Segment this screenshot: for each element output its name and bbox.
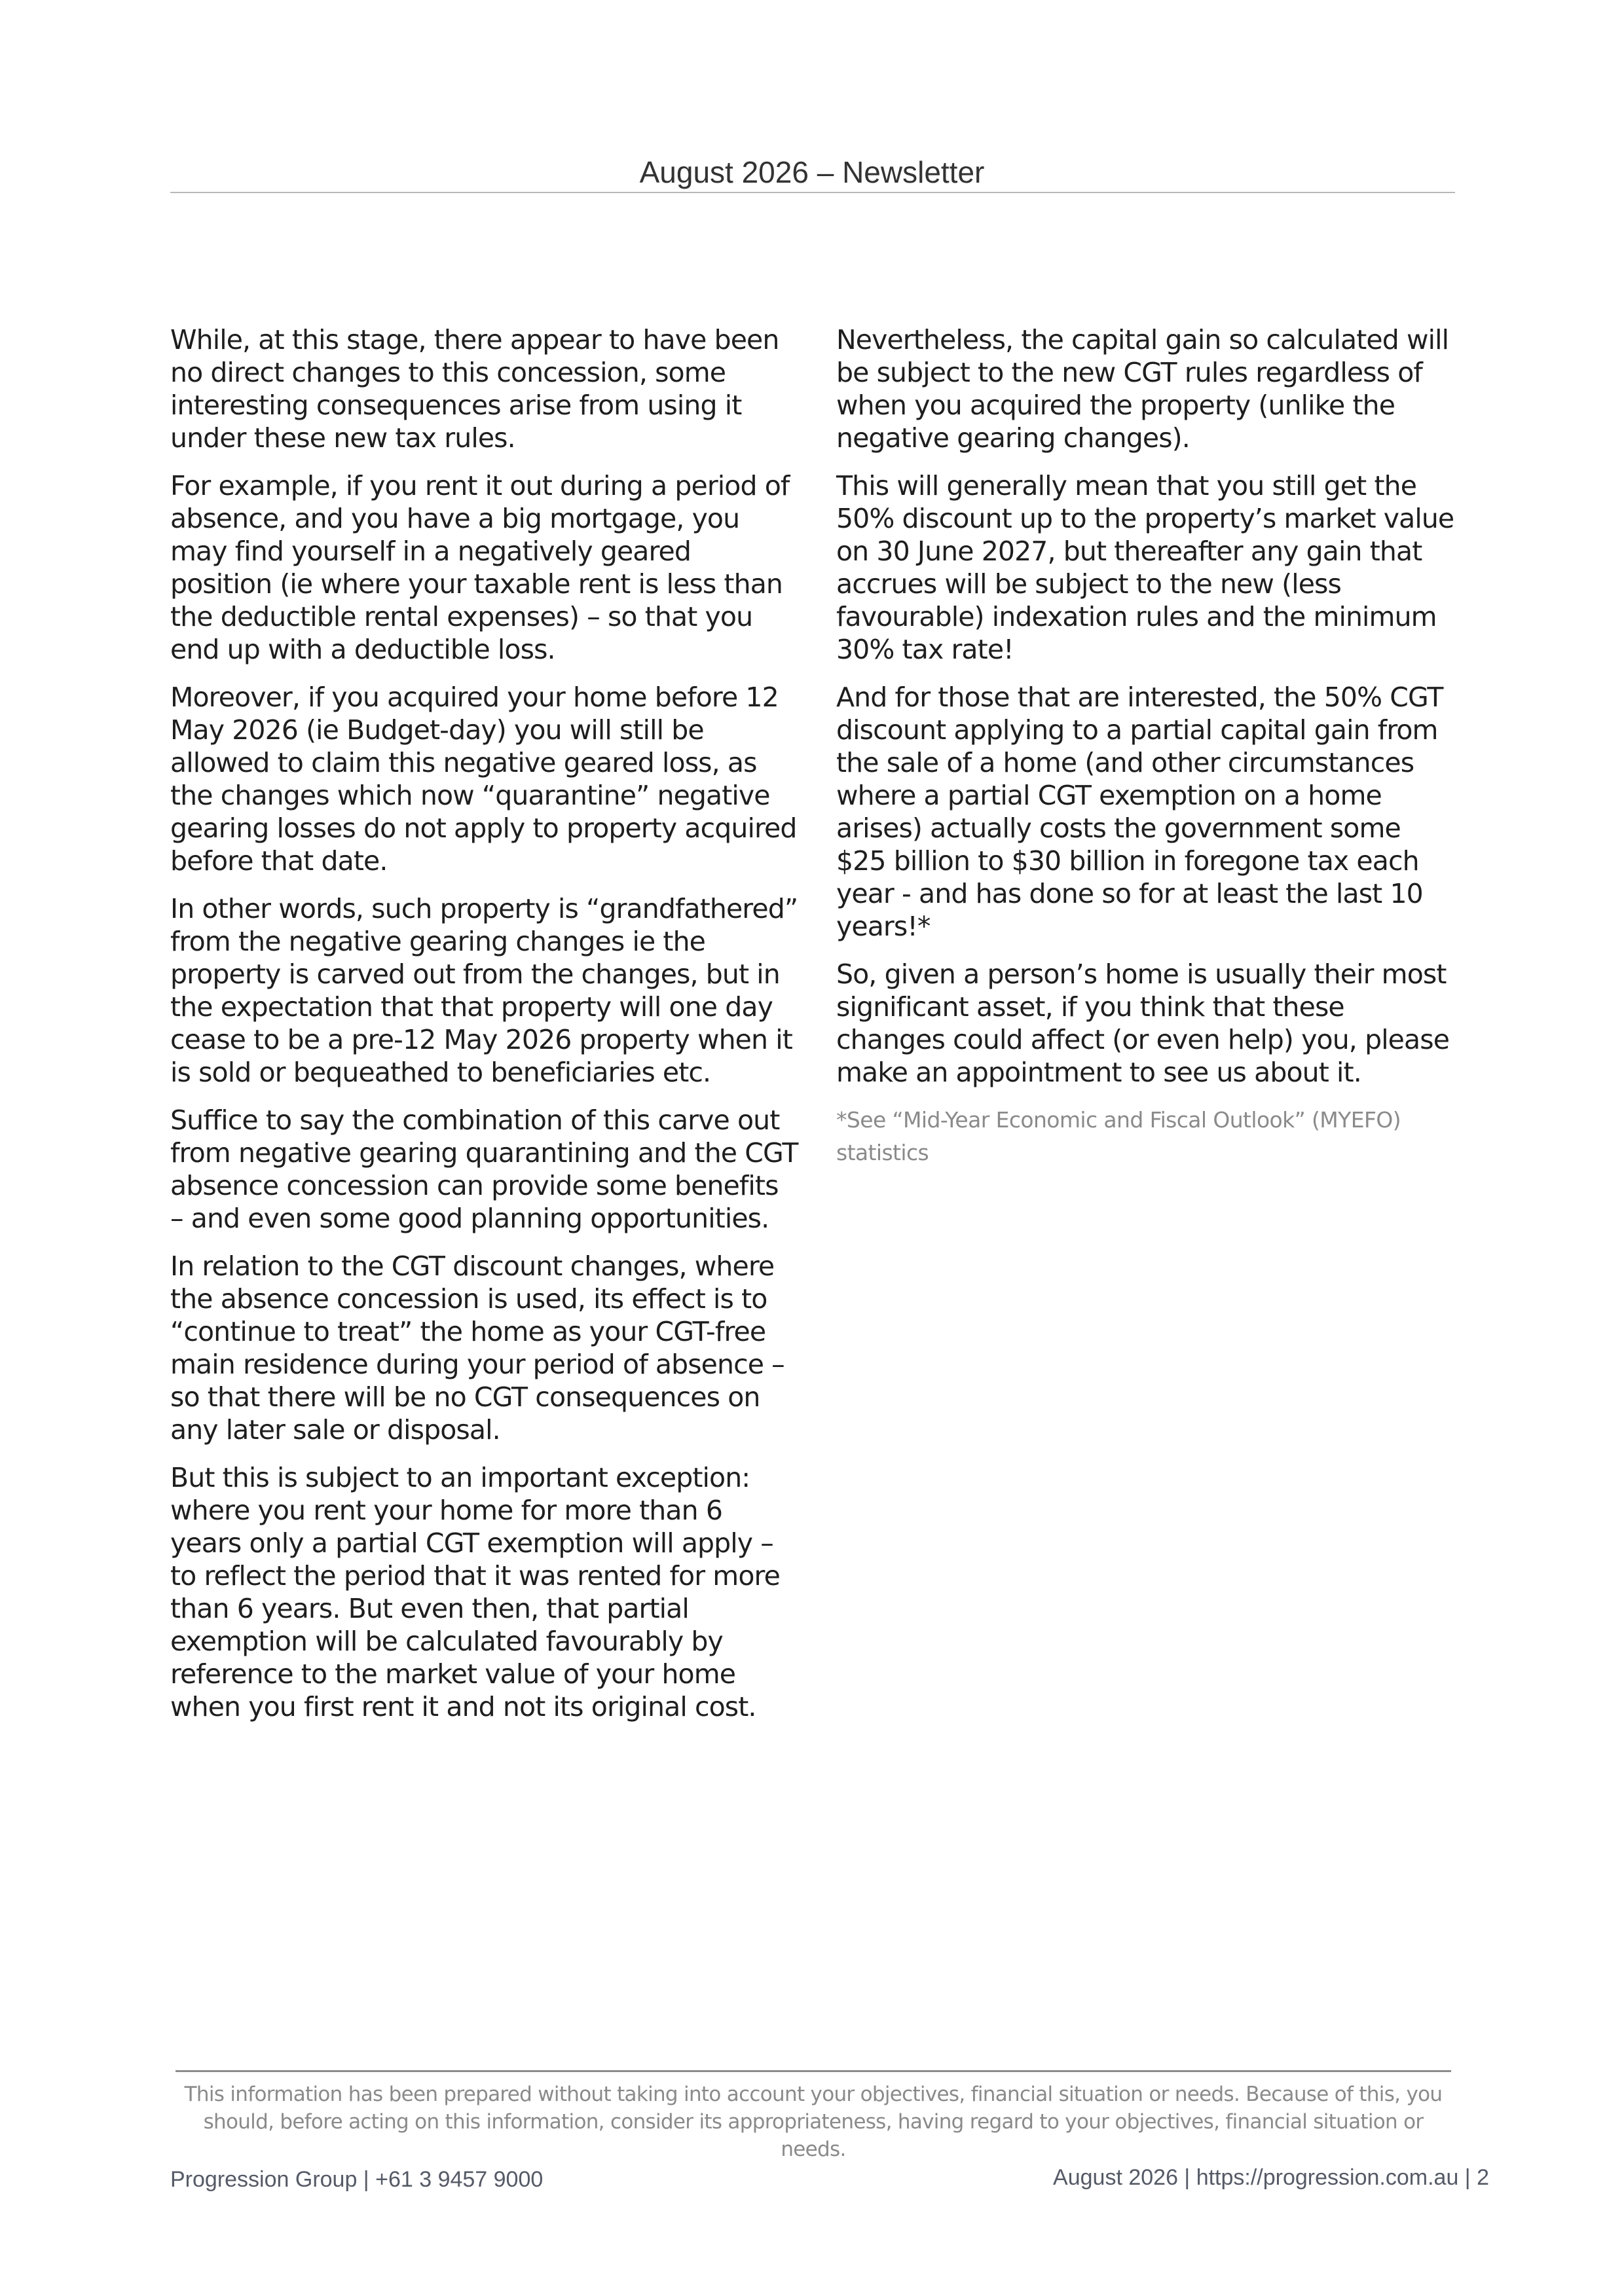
footer-contact: Progression Group | +61 3 9457 9000: [170, 2167, 544, 2192]
footer-divider: [175, 2070, 1451, 2072]
body-paragraph: So, given a person’s home is usually their most significant asset, if you think that these changes could affect (or even help) you, please make an appointment to see us about it.: [836, 958, 1450, 1088]
body-paragraph: In relation to the CGT discount changes, where the absence concession is used, its effect is to “continue to treat” the home as your CGT-free main residence during your period of absence – so that there will be no CGT consequences on any later sale or disposal.: [170, 1250, 784, 1446]
body-paragraph: In other words, such property is “grandfathered” from the negative gearing changes ie the property is carved out from the changes, but in the expectation that that property will one day cease to be a pre-12 May 2026 property when it is sold or bequeathed to beneficiaries etc.: [170, 893, 798, 1088]
header-divider: [170, 192, 1455, 193]
body-paragraph: Moreover, if you acquired your home before 12 May 2026 (ie Budget-day) you will still be allowed to claim this negative geared loss, as the changes which now “quarantine” negative gearing losses do not apply to property acquired before that date.: [170, 682, 797, 877]
left-column: [170, 323, 799, 1738]
right-column: [836, 323, 1455, 1184]
footer-page-info: August 2026 | https://progression.com.au | 2: [1053, 2165, 1489, 2190]
disclaimer-text: This information has been prepared without taking into account your objectives, financial situation or needs. Because of this, you should, before acting on this information, consider its appropriateness, having regard to your objectives, financial situation or needs.: [184, 2083, 1443, 2161]
body-paragraph: This will generally mean that you still get the 50% discount up to the property’s market value on 30 June 2027, but thereafter any gain that accrues will be subject to the new (less favourable) indexation rules and the minimum 30% tax rate!: [836, 470, 1454, 665]
page-header-title: August 2026 – Newsletter: [639, 155, 985, 189]
body-paragraph: Suffice to say the combination of this carve out from negative gearing quarantining and the CGT absence concession can provide some benefits – and even some good planning opportunities.: [170, 1104, 798, 1234]
body-paragraph: Nevertheless, the capital gain so calculated will be subject to the new CGT rules regardless of when you acquired the property (unlike the negative gearing changes).: [836, 324, 1449, 454]
body-paragraph: But this is subject to an important exception: where you rent your home for more than 6 years only a partial CGT exemption will apply – to reflect the period that it was rented for more than 6 years. But even then, that partial exemption will be calculated favourably by reference to the market value of your home when you first rent it and not its original cost.: [170, 1462, 780, 1722]
body-paragraph: And for those that are interested, the 50% CGT discount applying to a partial capital gain from the sale of a home (and other circumstances where a partial CGT exemption on a home arises) actually costs the government some $25 billion to $30 billion in foregone tax each year - and has done so for at least the last 10 years!*: [836, 682, 1443, 942]
body-paragraph: While, at this stage, there appear to have been no direct changes to this concession, some interesting consequences arise from using it under these new tax rules.: [170, 324, 779, 454]
footnote: *See “Mid-Year Economic and Fiscal Outlook” (MYEFO) statistics: [836, 1107, 1401, 1165]
body-paragraph: For example, if you rent it out during a period of absence, and you have a big mortgage, you may find yourself in a negatively geared position (ie where your taxable rent is less than the deductible rental expenses) – so that you end up with a deductible loss.: [170, 470, 790, 665]
